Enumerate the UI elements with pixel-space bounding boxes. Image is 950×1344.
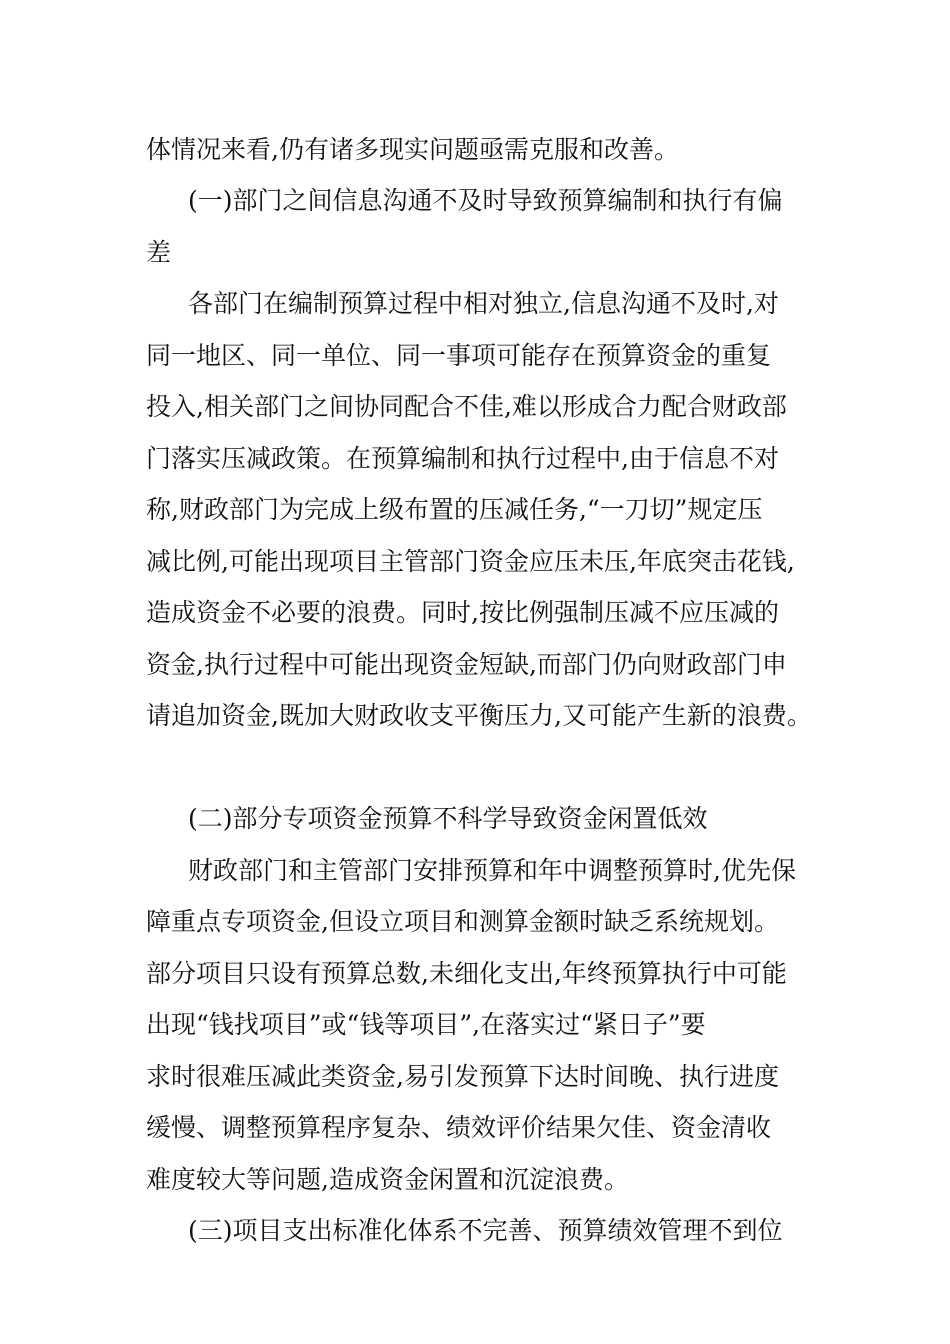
paragraph-line: 请追加资金,既加大财政收支平衡压力,又可能产生新的浪费。	[146, 701, 812, 730]
paragraph-line: 部分项目只设有预算总数,未细化支出,年终预算执行中可能	[146, 959, 787, 988]
paragraph-line: 财政部门和主管部门安排预算和年中调整预算时,优先保	[188, 856, 796, 885]
paragraph-line: 造成资金不必要的浪费。同时,按比例强制压减不应压减的	[146, 598, 779, 627]
paragraph-line: 称,财政部门为完成上级布置的压减任务,“一刀切”规定压	[146, 495, 763, 524]
section-heading-3: (三)项目支出标准化体系不完善、预算绩效管理不到位	[188, 1216, 783, 1245]
paragraph-line: 同一地区、同一单位、同一事项可能存在预算资金的重复	[146, 341, 772, 370]
paragraph-line: 难度较大等问题,造成资金闲置和沉淀浪费。	[146, 1165, 629, 1194]
paragraph-line: 减比例,可能出现项目主管部门资金应压未压,年底突击花钱,	[146, 547, 795, 576]
paragraph-line: 各部门在编制预算过程中相对独立,信息沟通不及时,对	[188, 289, 779, 318]
section-heading-1-continued: 差	[146, 238, 172, 267]
paragraph-line: 资金,执行过程中可能出现资金短缺,而部门仍向财政部门申	[146, 650, 787, 679]
paragraph-line: 门落实压减政策。在预算编制和执行过程中,由于信息不对	[146, 444, 779, 473]
section-heading-2: (二)部分专项资金预算不科学导致资金闲置低效	[188, 804, 708, 833]
paragraph-line: 体情况来看,仍有诸多现实问题亟需克服和改善。	[146, 135, 679, 164]
paragraph-line: 缓慢、调整预算程序复杂、绩效评价结果欠佳、资金清收	[146, 1113, 772, 1142]
paragraph-line: 投入,相关部门之间协同配合不佳,难以形成合力配合财政部	[146, 392, 787, 421]
section-heading-1: (一)部门之间信息沟通不及时导致预算编制和执行有偏	[188, 186, 783, 215]
paragraph-line: 求时很难压减此类资金,易引发预算下达时间晚、执行进度	[146, 1062, 779, 1091]
paragraph-line: 出现“钱找项目”或“钱等项目”,在落实过“紧日子”要	[146, 1010, 706, 1039]
paragraph-line: 障重点专项资金,但设立项目和测算金额时缺乏系统规划。	[146, 907, 779, 936]
